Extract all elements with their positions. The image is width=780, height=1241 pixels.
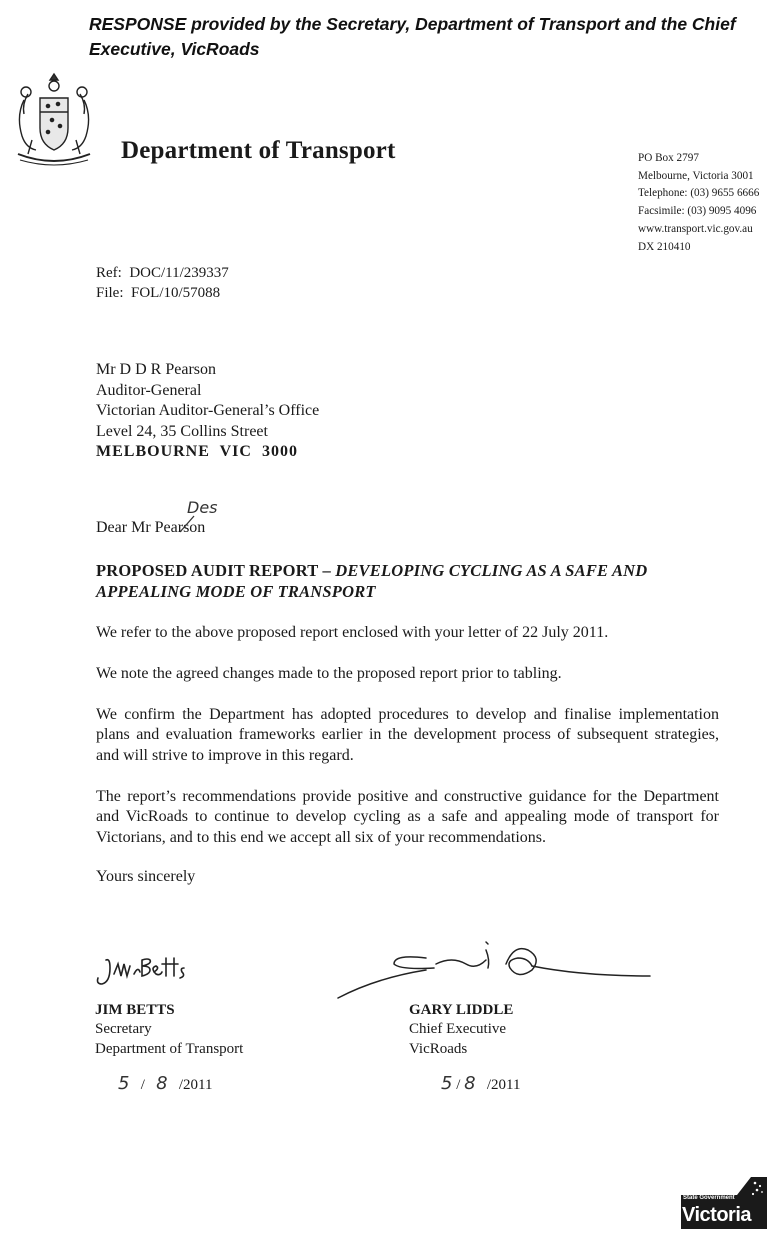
handwritten-strike xyxy=(177,513,197,534)
address-website: www.transport.vic.gov.au xyxy=(638,222,753,235)
address-dx: DX 210410 xyxy=(638,240,691,253)
signatory-left xyxy=(95,1001,243,1059)
address-telephone: Telephone: (03) 9655 6666 xyxy=(638,187,760,200)
recipient-name: Mr D D R Pearson xyxy=(96,361,216,378)
date-day-handwritten: 5 xyxy=(118,1073,130,1094)
date-month-handwritten: 8 xyxy=(464,1073,476,1094)
signature-gary-liddle xyxy=(336,930,656,1010)
body-paragraph-2: We note the agreed changes made to the proposed report prior to tabling. xyxy=(96,665,562,682)
salutation: Dear Mr Pearson xyxy=(96,519,206,536)
signatory-title: Secretary xyxy=(95,1021,152,1038)
handwritten-correction: Des xyxy=(187,498,218,517)
reference-block xyxy=(96,264,229,303)
response-heading: RESPONSE provided by the Secretary, Department of Transport and the Chief Executive, VicRoads xyxy=(89,14,736,59)
recipient-office: Victorian Auditor-General’s Office xyxy=(96,402,320,420)
signatory-organisation: VicRoads xyxy=(409,1040,468,1057)
signature-jim-betts xyxy=(96,950,226,995)
address-facsimile: Facsimile: (03) 9095 4096 xyxy=(638,205,757,218)
file-number: File: FOL/10/57088 xyxy=(96,284,221,301)
signatory-right xyxy=(409,1001,513,1059)
date-year: /2011 xyxy=(486,1077,521,1093)
recipient-title: Auditor-General xyxy=(96,381,202,399)
victoria-logo xyxy=(681,1177,767,1229)
subject-line xyxy=(96,561,736,602)
recipient-address xyxy=(96,360,319,463)
coat-of-arms-logo xyxy=(10,70,98,170)
address-city: Melbourne, Victoria 3001 xyxy=(638,169,754,182)
date-year: /2011 xyxy=(178,1077,213,1093)
recipient-street: Level 24, 35 Collins Street xyxy=(96,422,268,440)
signatory-name: GARY LIDDLE xyxy=(409,1002,514,1018)
date-day-handwritten: 5 xyxy=(441,1073,453,1094)
victoria-logo-word: Victoria xyxy=(682,1204,751,1226)
address-block xyxy=(638,150,759,256)
victoria-logo-small-text: State Government xyxy=(683,1195,735,1201)
department-title: Department of Transport xyxy=(121,137,396,164)
recipient-city: MELBOURNE VIC 3000 xyxy=(96,443,298,461)
signatory-title: Chief Executive xyxy=(409,1021,507,1038)
date-month-handwritten: 8 xyxy=(156,1073,168,1094)
signatory-name: JIM BETTS xyxy=(95,1002,175,1018)
signatory-organisation: Department of Transport xyxy=(95,1040,244,1057)
subject-prefix: PROPOSED AUDIT REPORT – xyxy=(96,561,336,580)
body-paragraph-1: We refer to the above proposed report enclosed with your letter of 22 July 2011. xyxy=(96,624,609,641)
date-left: 5 / 8 /2011 xyxy=(118,1073,213,1094)
date-right: 5 / 8 /2011 xyxy=(441,1073,521,1094)
body-paragraph-3: We confirm the Department has adopted procedures to develop and finalise implementation plans and evaluation frameworks earlier in the development process of subsequent strategies, and will strive to improve in this regard. xyxy=(96,706,719,764)
ref-number: Ref: DOC/11/239337 xyxy=(96,265,229,281)
address-po-box: PO Box 2797 xyxy=(638,152,699,164)
subject-title: DEVELOPING CYCLING AS A SAFE AND APPEALING MODE OF TRANSPORT xyxy=(96,561,648,601)
closing: Yours sincerely xyxy=(96,868,196,885)
body-paragraph-4: The report’s recommendations provide positive and constructive guidance for the Department and VicRoads to continue to develop cycling as a safe and appealing mode of transport for Victorians, and to this end we accept all six of your recommendations. xyxy=(96,788,719,846)
